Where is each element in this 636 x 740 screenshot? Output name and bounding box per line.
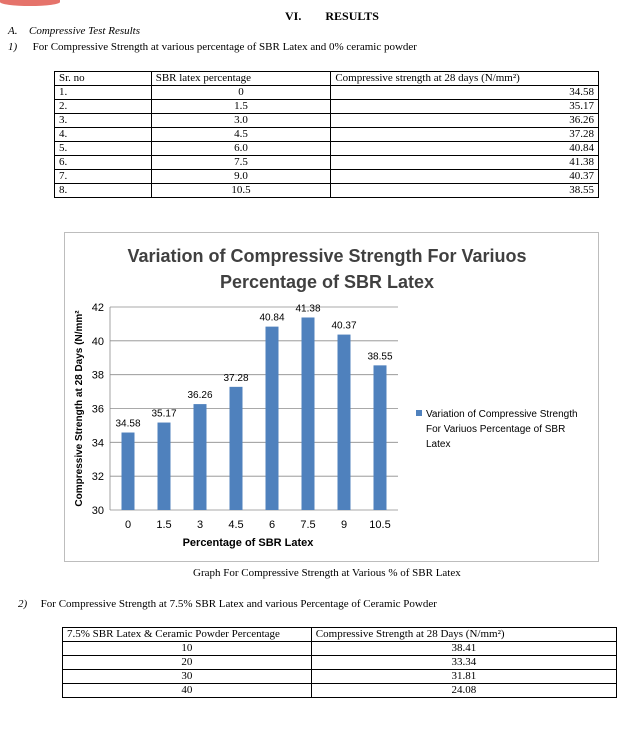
section-number: VI. [285, 9, 302, 23]
data-label: 34.58 [115, 418, 141, 430]
table-header-cell: Sr. no [55, 72, 152, 86]
y-tick-label: 32 [91, 471, 104, 484]
table-row [63, 670, 617, 684]
table-cell: 40.84 [331, 142, 599, 156]
table-cell: 31.81 [311, 670, 616, 684]
item2-label: 2) [18, 598, 28, 610]
x-tick-label: 10.5 [369, 519, 391, 531]
x-tick-label: 4.5 [228, 519, 244, 531]
table-header-cell: Compressive Strength at 28 Days (N/mm²) [311, 628, 616, 642]
x-tick-label: 6 [268, 519, 276, 531]
legend-label: For Variuos Percentage of SBR [426, 424, 566, 435]
table-row [55, 142, 599, 156]
chart-bar [194, 404, 207, 510]
chart-title: Variation of Compressive Strength For Variuos [127, 246, 527, 266]
table-row [55, 100, 599, 114]
table-cell: 9.0 [151, 170, 331, 184]
table-cell: 6.0 [151, 142, 331, 156]
legend-swatch [416, 410, 422, 416]
table-cell: 24.08 [311, 684, 616, 698]
data-label: 35.17 [151, 408, 177, 420]
table-cell: 3.0 [151, 114, 331, 128]
table-row [55, 170, 599, 184]
data-label: 38.55 [367, 351, 393, 363]
y-tick-label: 36 [91, 403, 104, 416]
table-row [63, 684, 617, 698]
table-cell: 6. [55, 156, 152, 170]
item2-text: For Compressive Strength at 7.5% SBR Latex and various Percentage of Ceramic Powder [40, 598, 437, 610]
table-cell: 1. [55, 86, 152, 100]
x-tick-label: 7.5 [300, 519, 316, 531]
table-cell: 2. [55, 100, 152, 114]
chart-bar [230, 387, 243, 510]
item1-text: For Compressive Strength at various percentage of SBR Latex and 0% ceramic powder [32, 41, 417, 53]
legend-label: Variation of Compressive Strength [426, 409, 578, 420]
table-row [55, 86, 599, 100]
data-label: 37.28 [223, 372, 249, 384]
table-cell: 7.5 [151, 156, 331, 170]
chart-bar [374, 365, 387, 510]
table-cell: 10 [63, 642, 312, 656]
table-cell: 36.26 [331, 114, 599, 128]
x-tick-label: 9 [340, 519, 348, 531]
table-cell: 4. [55, 128, 152, 142]
subsection-heading [8, 25, 140, 37]
table-cell: 41.38 [331, 156, 599, 170]
y-tick-label: 30 [91, 505, 104, 517]
x-tick-label: 1.5 [156, 519, 172, 531]
item2-heading [18, 598, 437, 610]
legend-label: Latex [426, 439, 451, 450]
chart-bar [158, 423, 171, 510]
table-cell: 37.28 [331, 128, 599, 142]
y-tick-label: 34 [91, 437, 104, 450]
table-cell: 7. [55, 170, 152, 184]
table-row [63, 656, 617, 670]
y-tick-label: 40 [91, 335, 104, 348]
data-label: 41.38 [295, 303, 321, 315]
item1-label: 1) [8, 41, 18, 53]
subsection-title: Compressive Test Results [28, 25, 141, 37]
table-cell: 4.5 [151, 128, 331, 142]
y-axis-title: Compressive Strength at 28 Days (N/mm² [74, 310, 85, 507]
table-row [55, 184, 599, 198]
logo-fragment [0, 0, 60, 6]
subsection-label: A. [8, 25, 18, 37]
section-heading [285, 9, 379, 24]
table-cell: 40.37 [331, 170, 599, 184]
table-header-cell: 7.5% SBR Latex & Ceramic Powder Percentage [63, 628, 312, 642]
table-cell: 40 [63, 684, 312, 698]
figure-caption: Graph For Compressive Strength at Various % of SBR Latex [193, 567, 461, 579]
table-cell: 5. [55, 142, 152, 156]
table-cell: 0 [151, 86, 331, 100]
y-tick-label: 38 [91, 369, 104, 382]
table-sbr-latex [54, 71, 599, 198]
table-header-row [63, 628, 617, 642]
data-label: 36.26 [187, 390, 213, 402]
chart-bar [266, 327, 279, 510]
table-cell: 33.34 [311, 656, 616, 670]
chart-bar [122, 433, 135, 510]
chart-bar [302, 317, 315, 510]
chart-container [64, 232, 599, 562]
table-cell: 20 [63, 656, 312, 670]
table-cell: 38.55 [331, 184, 599, 198]
data-label: 40.84 [259, 312, 285, 324]
table-cell: 35.17 [331, 100, 599, 114]
table-header-row [55, 72, 599, 86]
y-tick-label: 42 [91, 302, 104, 314]
table-cell: 34.58 [331, 86, 599, 100]
table-row [63, 642, 617, 656]
data-label: 40.37 [331, 320, 357, 332]
table-cell: 38.41 [311, 642, 616, 656]
item1-heading [8, 41, 417, 53]
chart-bar [338, 335, 351, 510]
x-tick-label: 0 [124, 519, 132, 531]
chart-title: Percentage of SBR Latex [219, 272, 435, 292]
table-header-cell: Compressive strength at 28 days (N/mm²) [331, 72, 599, 86]
table-cell: 1.5 [151, 100, 331, 114]
table-ceramic-powder [62, 627, 617, 698]
table-row [55, 128, 599, 142]
x-axis-title: Percentage of SBR Latex [182, 537, 314, 549]
table-cell: 8. [55, 184, 152, 198]
section-title: RESULTS [325, 9, 379, 23]
table-row [55, 156, 599, 170]
bar-chart [65, 233, 600, 563]
table-cell: 10.5 [151, 184, 331, 198]
x-tick-label: 3 [196, 519, 204, 531]
table-cell: 3. [55, 114, 152, 128]
table-header-cell: SBR latex percentage [151, 72, 331, 86]
table-cell: 30 [63, 670, 312, 684]
table-row [55, 114, 599, 128]
